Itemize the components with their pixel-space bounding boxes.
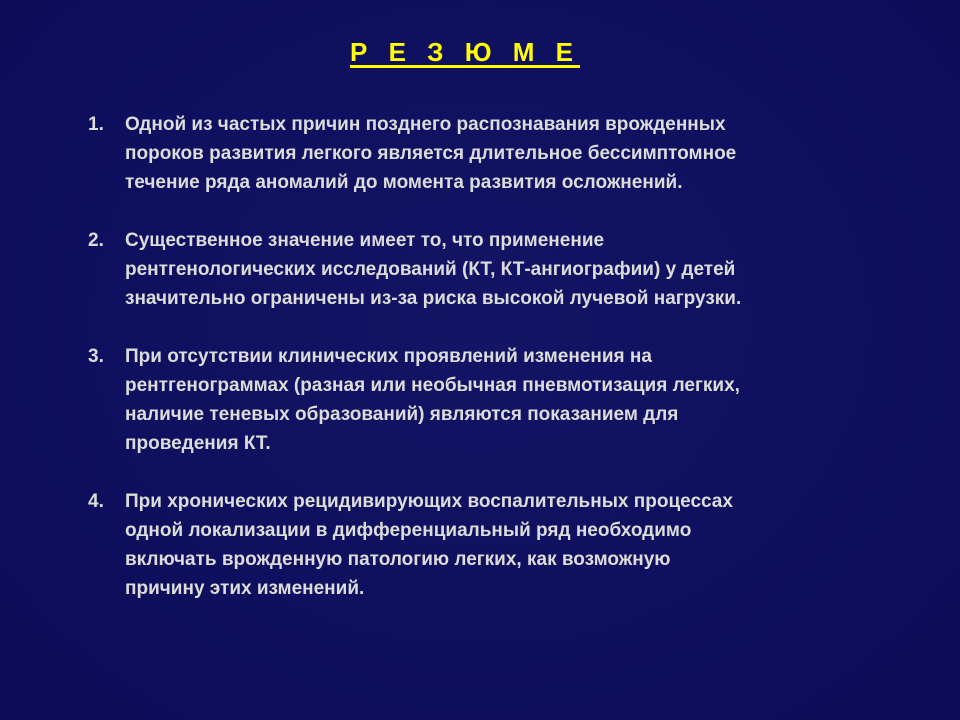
list-item-line: включать врожденную патологию легких, как возможную [125,549,671,570]
list-item-number: 1. [88,114,104,135]
list-item-line: одной локализации в дифференциальный ряд необходимо [125,520,692,541]
list-item-text [125,110,918,197]
list-item-line: значительно ограничены из-за риска высокой лучевой нагрузки. [125,288,742,309]
list-item-line: рентгенологических исследований (КТ, КТ-ангиографии) у детей [125,259,736,280]
list-item-line: проведения КТ. [125,433,271,454]
list-item-line: Одной из частых причин позднего распознавания врожденных [125,114,726,135]
list-item-line: При отсутствии клинических проявлений изменения на [125,346,652,367]
list-item-line: рентгенограммах (разная или необычная пневмотизация легких, [125,375,740,396]
list-item-text [125,487,918,603]
slide-title: Р Е З Ю М Е [350,37,580,67]
list-item-text [125,342,918,458]
summary-list [88,110,918,632]
list-item-line: Существенное значение имеет то, что применение [125,230,605,251]
list-item-line: При хронических рецидивирующих воспалительных процессах [125,491,733,512]
list-item-number: 4. [88,491,104,512]
list-item [88,342,918,458]
list-item [88,110,918,197]
list-item-line: причину этих изменений. [125,578,365,599]
list-item-number: 3. [88,346,104,367]
list-item [88,226,918,313]
list-item-line: наличие теневых образований) являются показанием для [125,404,679,425]
list-item-number: 2. [88,230,104,251]
list-item-line: течение ряда аномалий до момента развития осложнений. [125,172,683,193]
list-item [88,487,918,603]
list-item-line: пороков развития легкого является длительное бессимптомное [125,143,737,164]
list-item-text [125,226,918,313]
